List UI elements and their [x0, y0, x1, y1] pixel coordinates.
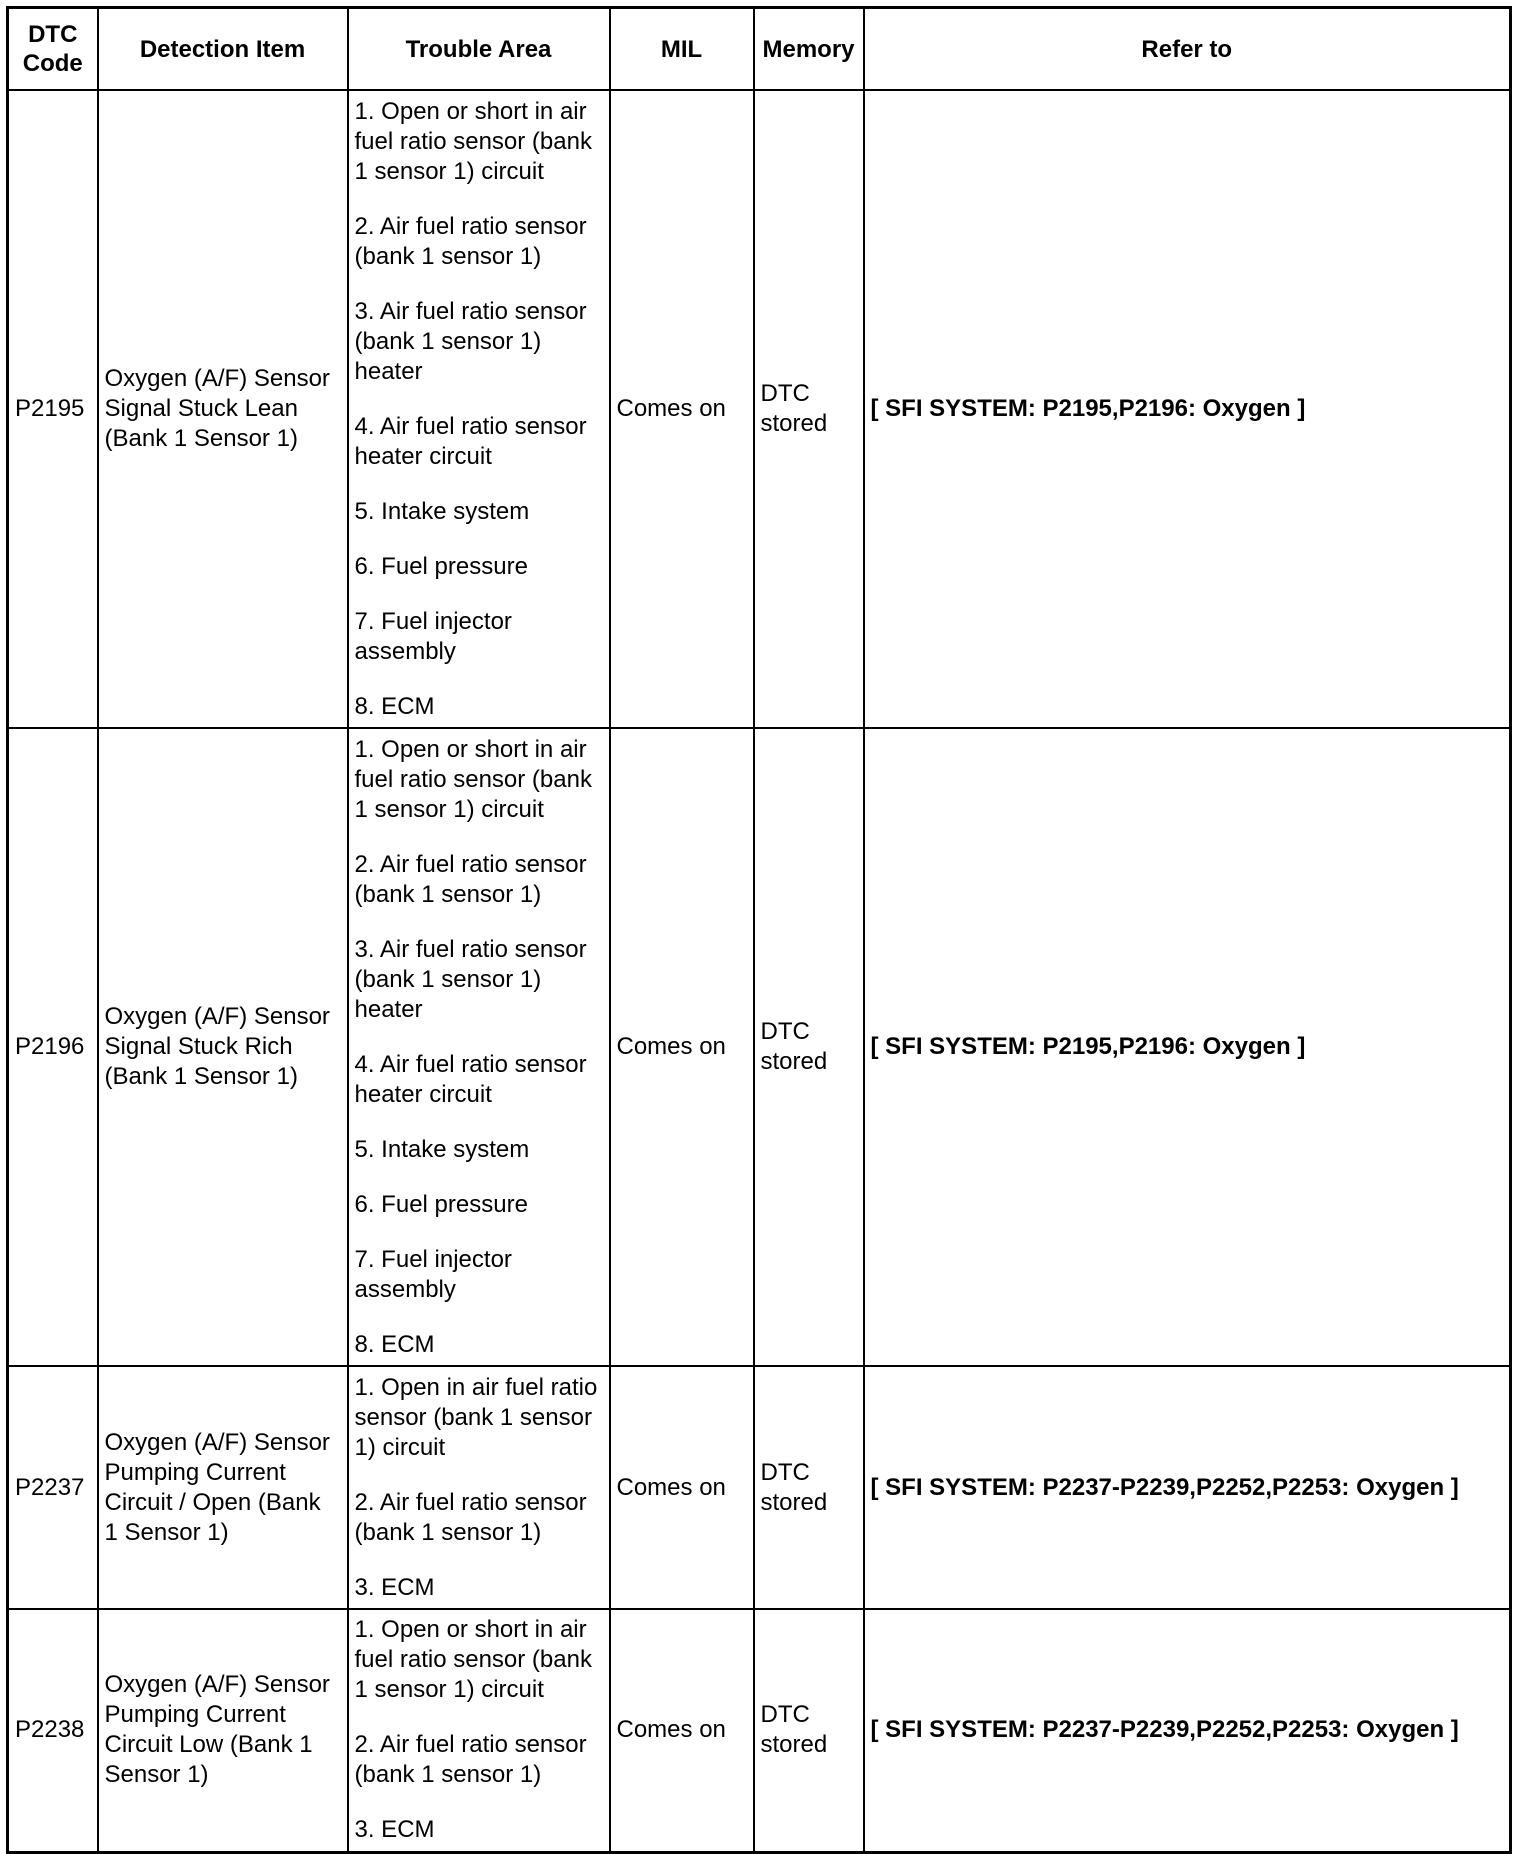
trouble-area-cell — [348, 90, 610, 728]
header-trouble-area: Trouble Area — [348, 8, 610, 91]
header-memory: Memory — [754, 8, 864, 91]
memory-cell — [754, 728, 864, 1366]
trouble-area-item: 2. Air fuel ratio sensor (bank 1 sensor 1) — [354, 212, 587, 270]
mil-cell: Comes on — [610, 1366, 754, 1609]
trouble-area-item: 2. Air fuel ratio sensor (bank 1 sensor 1) — [354, 1731, 587, 1789]
memory-value: DTC stored — [760, 380, 828, 437]
detection-item-cell: Oxygen (A/F) Sensor Pumping Current Circuit Low (Bank 1 Sensor 1) — [98, 1609, 348, 1852]
trouble-area-item: 1. Open or short in air fuel ratio sensor (bank 1 sensor 1) circuit — [354, 97, 592, 185]
trouble-area-item: 6. Fuel pressure — [354, 1190, 528, 1218]
mil-cell: Comes on — [610, 728, 754, 1366]
header-mil: MIL — [610, 8, 754, 91]
mil-cell: Comes on — [610, 1609, 754, 1852]
dtc-table — [6, 6, 1512, 1854]
table-row — [8, 728, 1511, 1366]
refer-to-link[interactable]: [ SFI SYSTEM: P2195,P2196: Oxygen ] — [864, 728, 1511, 1366]
trouble-area-item: 5. Intake system — [354, 1135, 530, 1163]
refer-to-link[interactable]: [ SFI SYSTEM: P2237-P2239,P2252,P2253: Oxygen ] — [864, 1609, 1511, 1852]
header-row — [8, 8, 1511, 91]
memory-value: DTC stored — [760, 1458, 828, 1516]
memory-cell — [754, 1609, 864, 1852]
trouble-area-item: 7. Fuel injector assembly — [354, 1245, 512, 1303]
memory-cell — [754, 90, 864, 728]
trouble-area-item: 3. Air fuel ratio sensor (bank 1 sensor 1) heater — [354, 935, 587, 1023]
trouble-area-item: 2. Air fuel ratio sensor (bank 1 sensor 1) — [354, 1488, 587, 1546]
trouble-area-item: 8. ECM — [354, 692, 435, 720]
trouble-area-cell — [348, 728, 610, 1366]
memory-cell — [754, 1366, 864, 1609]
trouble-area-item: 5. Intake system — [354, 497, 530, 525]
trouble-area-item: 3. ECM — [354, 1573, 435, 1601]
trouble-area-item: 8. ECM — [354, 1330, 435, 1358]
detection-item-cell: Oxygen (A/F) Sensor Signal Stuck Lean (Bank 1 Sensor 1) — [98, 90, 348, 728]
trouble-area-item: 4. Air fuel ratio sensor heater circuit — [354, 1050, 587, 1108]
dtc-code-cell: P2195 — [8, 90, 98, 728]
table-row — [8, 1609, 1511, 1852]
trouble-area-item: 1. Open or short in air fuel ratio sensor (bank 1 sensor 1) circuit — [354, 735, 592, 823]
memory-value: DTC stored — [760, 1701, 828, 1759]
refer-to-link[interactable]: [ SFI SYSTEM: P2195,P2196: Oxygen ] — [864, 90, 1511, 728]
header-detection-item: Detection Item — [98, 8, 348, 91]
trouble-area-item: 7. Fuel injector assembly — [354, 607, 512, 665]
refer-to-link[interactable]: [ SFI SYSTEM: P2237-P2239,P2252,P2253: Oxygen ] — [864, 1366, 1511, 1609]
detection-item-cell: Oxygen (A/F) Sensor Signal Stuck Rich (Bank 1 Sensor 1) — [98, 728, 348, 1366]
trouble-area-item: 4. Air fuel ratio sensor heater circuit — [354, 412, 587, 470]
header-refer-to: Refer to — [864, 8, 1511, 91]
trouble-area-cell — [348, 1366, 610, 1609]
header-dtc-code: DTC Code — [8, 8, 98, 91]
detection-item-cell: Oxygen (A/F) Sensor Pumping Current Circuit / Open (Bank 1 Sensor 1) — [98, 1366, 348, 1609]
table-row — [8, 90, 1511, 728]
dtc-code-cell: P2237 — [8, 1366, 98, 1609]
trouble-area-item: 3. ECM — [354, 1816, 435, 1844]
trouble-area-item: 3. Air fuel ratio sensor (bank 1 sensor 1) heater — [354, 297, 587, 385]
dtc-code-cell: P2238 — [8, 1609, 98, 1852]
dtc-code-cell: P2196 — [8, 728, 98, 1366]
memory-value: DTC stored — [760, 1018, 828, 1075]
trouble-area-item: 1. Open or short in air fuel ratio sensor (bank 1 sensor 1) circuit — [354, 1616, 592, 1704]
mil-cell: Comes on — [610, 90, 754, 728]
trouble-area-item: 6. Fuel pressure — [354, 552, 528, 580]
table-row — [8, 1366, 1511, 1609]
trouble-area-item: 2. Air fuel ratio sensor (bank 1 sensor 1) — [354, 850, 587, 908]
trouble-area-cell — [348, 1609, 610, 1852]
trouble-area-item: 1. Open in air fuel ratio sensor (bank 1 sensor 1) circuit — [354, 1373, 598, 1461]
